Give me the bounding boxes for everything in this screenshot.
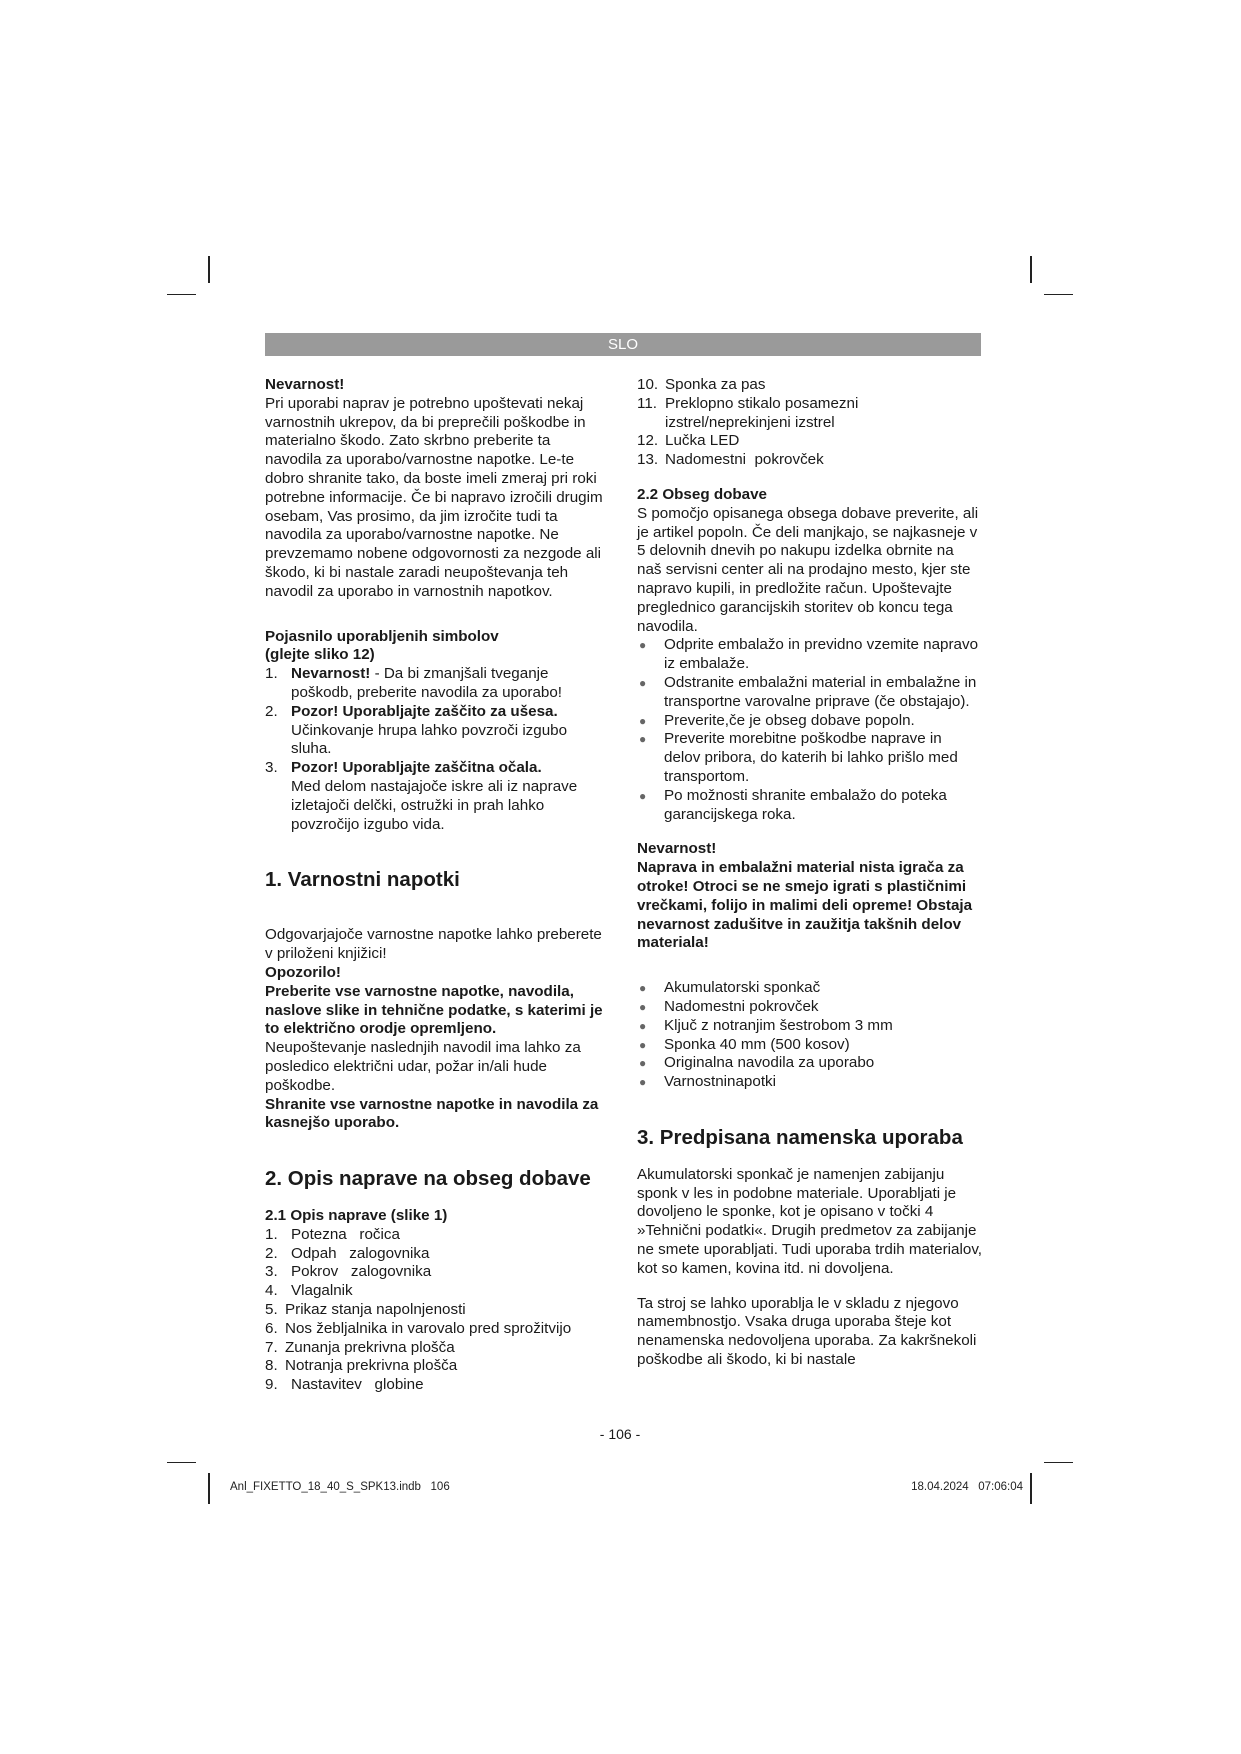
item-text: Nos žebljalnika in varovalo pred sprožitvijo [285, 1319, 572, 1337]
warning-title: Opozorilo! [265, 963, 341, 981]
symbols-heading-ref: (glejte sliko 12) [265, 646, 375, 664]
subsection-2-1-title: 2.1 Opis naprave (slike 1) [265, 1207, 448, 1225]
section-1-title: 1. Varnostni napotki [265, 868, 460, 892]
item-number: 13. [637, 451, 659, 469]
item-text: Varnostninapotki [664, 1073, 777, 1091]
symbol-text: - Da bi zmanjšali tveganje poškodb, preberite navodila za uporabo! [291, 665, 563, 701]
item-text: Preverite,če je obseg dobave popoln. [664, 711, 915, 729]
symbol-label: Pozor! Uporabljajte zaščito za ušesa. [291, 702, 558, 720]
item-text: Odstranite embalažni material in embalažne in transportne varovalne priprave (če obstajajo). [664, 673, 977, 710]
item-text: Odprite embalažo in previdno vzemite napravo iz embalaže. [664, 636, 979, 673]
section-1-paragraph: Odgovarjajoče varnostne napotke lahko preberete v priloženi knjižici! [265, 926, 602, 963]
symbol-label: Pozor! Uporabljajte zaščitna očala. [291, 759, 542, 777]
crop-mark [1030, 1473, 1032, 1504]
item-number: 9. [265, 1376, 278, 1394]
list-item [637, 674, 982, 712]
list-item [265, 1263, 610, 1282]
list-item [637, 787, 982, 825]
item-text: Odpah zalogovnika [291, 1244, 430, 1262]
item-text: Notranja prekrivna plošča [285, 1357, 458, 1375]
scope-paragraph: S pomočjo opisanega obsega dobave preverite, ali je artikel popoln. Če deli manjkajo, se najkasneje v 5 delovnih dnevih po nakupu izdelka obrnite na naš servisni center ali na prodajno mesto, kjer ste napravo kupili, in predložite račun. Upoštevajte preglednico garancijskih storitev ob koncu tega navodila. [637, 504, 979, 635]
bullet-icon: ● [639, 675, 647, 690]
parts-list-continued [637, 376, 982, 470]
list-item [637, 998, 982, 1017]
list-item [637, 636, 982, 674]
item-number: 1. [265, 1225, 278, 1243]
list-item [265, 1339, 610, 1358]
bullet-icon: ● [639, 1056, 647, 1071]
left-column [265, 376, 610, 1395]
list-item [637, 1054, 982, 1073]
item-text: Po možnosti shranite embalažo do poteka garancijskega roka. [664, 786, 947, 823]
item-text: Vlagalnik [291, 1282, 353, 1300]
list-item [637, 1036, 982, 1055]
bullet-icon: ● [639, 1075, 647, 1090]
warning-text: Neupoštevanje naslednjih navodil ima lahko za posledico električni udar, požar in/ali hude poškodbe. [265, 1039, 581, 1094]
item-text: Sponka 40 mm (500 kosov) [664, 1035, 850, 1053]
item-number: 11. [637, 394, 657, 412]
crop-mark [208, 1473, 210, 1504]
symbol-item [265, 759, 610, 834]
list-item [637, 1017, 982, 1036]
section-2-title: 2. Opis naprave na obseg dobave [265, 1167, 591, 1191]
danger-paragraph: Pri uporabi naprav je potrebno upoštevati nekaj varnostnih ukrepov, da bi preprečili poškodbe in materialno škodo. Zato skrbno preberite ta navodila za uporabo/varnostne napotke. Le-te dobro shranite tako, da boste imeli zmeraj pri roki potrebne informacije. Če bi napravo izročili drugim osebam, Vas prosimo, da jim izročite tudi ta navodila za uporabo/varnostne napotke. Ne prevzemamo nobene odgovornosti za nezgode ali škodo, ki bi nastale zaradi neupoštevanja teh navodil za uporabo in varnostnih napotkov. [265, 394, 603, 600]
item-text: Lučka LED [665, 432, 740, 450]
item-text: Sponka za pas [665, 376, 766, 393]
list-item [637, 376, 982, 395]
bullet-icon: ● [639, 1037, 647, 1052]
symbol-item [265, 665, 610, 703]
symbols-heading: Pojasnilo uporabljenih simbolov [265, 627, 499, 645]
print-slug-date: 18.04.2024 07:06:04 [911, 1481, 1023, 1493]
right-column [637, 376, 982, 1370]
bullet-icon: ● [639, 999, 647, 1014]
item-text: Pokrov zalogovnika [291, 1263, 432, 1281]
bullet-icon: ● [639, 638, 647, 653]
item-number: 2. [265, 1244, 278, 1262]
item-text: Preverite morebitne poškodbe naprave in delov pribora, do katerih bi lahko prišlo med transportom. [664, 730, 958, 785]
list-item [637, 451, 982, 470]
symbol-text: Učinkovanje hrupa lahko povzroči izgubo sluha. [291, 721, 568, 758]
crop-mark [167, 1462, 196, 1463]
item-text: Originalna navodila za uporabo [664, 1054, 875, 1072]
subsection-2-2-title: 2.2 Obseg dobave [637, 485, 767, 503]
section-3-title: 3. Predpisana namenska uporaba [637, 1125, 963, 1149]
danger-title: Nevarnost! [265, 376, 345, 393]
crop-mark [167, 294, 196, 295]
item-number: 5. [265, 1301, 278, 1319]
item-number: 12. [637, 432, 659, 450]
list-item [265, 1301, 610, 1320]
item-number: 10. [637, 376, 659, 393]
parts-list [265, 1226, 610, 1395]
danger-bold-text: Naprava in embalažni material nista igrača za otroke! Otroci se ne smejo igrati s plastičnimi vrečkami, folijo in malimi deli opreme! Obstaja nevarnost zadušitve in zaužitja takšnih delov materiala! [637, 859, 973, 952]
bullet-icon: ● [639, 713, 647, 728]
list-item [637, 432, 982, 451]
list-item [265, 1320, 610, 1339]
list-item [637, 979, 982, 998]
bullet-icon: ● [639, 732, 647, 747]
list-item [265, 1376, 610, 1395]
item-text: Preklopno stikalo posamezni izstrel/neprekinjeni izstrel [665, 394, 859, 431]
list-item [637, 730, 982, 786]
item-text: Nastavitev globine [291, 1376, 424, 1394]
bullet-icon: ● [639, 788, 647, 803]
list-item [265, 1282, 610, 1301]
symbol-number: 1. [265, 665, 278, 683]
crop-mark [208, 256, 210, 283]
warning-bold-text: Preberite vse varnostne napotke, navodila, naslove slike in tehnične podatke, s katerimi je to električno orodje opremljeno. [265, 982, 603, 1038]
list-item [637, 395, 982, 433]
delivery-scope-list [637, 979, 982, 1092]
list-item [637, 1073, 982, 1092]
bullet-icon: ● [639, 981, 647, 996]
item-number: 6. [265, 1319, 278, 1337]
page-number: - 106 - [599, 1426, 641, 1442]
item-text: Ključ z notranjim šestrobom 3 mm [664, 1016, 893, 1034]
section-3-paragraph-1: Akumulatorski sponkač je namenjen zabijanju sponk v les in podobne materiale. Uporabljati je dovoljeno le sponke, kot je opisano v točki 4 »Tehnični podatki«. Drugih predmetov za zabijanje ne smete uporabljati. Tudi uporaba trdih materialov, kot so kamen, kovina itd. ni dovoljena. [637, 1165, 983, 1277]
symbol-number: 3. [265, 759, 278, 777]
print-slug-file: Anl_FIXETTO_18_40_S_SPK13.indb 106 [230, 1481, 450, 1493]
item-text: Potezna ročica [291, 1225, 400, 1243]
item-number: 4. [265, 1282, 278, 1300]
list-item [265, 1226, 610, 1245]
section-3-paragraph-2: Ta stroj se lahko uporablja le v skladu z njegovo namembnostjo. Vsaka druga uporaba šteje kot nenamenska nedovoljena uporaba. Za kakršnekoli poškodbe ali škodo, ki bi nastale [637, 1294, 977, 1369]
item-number: 3. [265, 1263, 278, 1281]
symbol-label: Nevarnost! [291, 665, 371, 683]
danger-title: Nevarnost! [637, 840, 717, 858]
symbol-text: Med delom nastajajoče iskre ali iz naprave izletajoči delčki, ostružki in prah lahko povzročijo izgubo vida. [291, 777, 578, 833]
bullet-icon: ● [639, 1018, 647, 1033]
symbol-item [265, 703, 610, 759]
item-text: Nadomestni pokrovček [665, 451, 824, 469]
crop-mark [1030, 256, 1032, 283]
item-text: Prikaz stanja napolnjenosti [285, 1301, 466, 1319]
list-item [265, 1357, 610, 1376]
item-text: Nadomestni pokrovček [664, 997, 819, 1015]
symbol-number: 2. [265, 702, 278, 720]
list-item [637, 712, 982, 731]
crop-mark [1044, 294, 1073, 295]
item-text: Akumulatorski sponkač [664, 979, 821, 997]
crop-mark [1044, 1462, 1073, 1463]
language-header-bar: SLO [265, 333, 981, 356]
item-text: Zunanja prekrivna plošča [285, 1338, 455, 1356]
keep-instructions: Shranite vse varnostne napotke in navodila za kasnejšo uporabo. [265, 1095, 599, 1132]
item-number: 8. [265, 1357, 278, 1375]
unpacking-steps [637, 636, 982, 824]
item-number: 7. [265, 1338, 278, 1356]
list-item [265, 1245, 610, 1264]
